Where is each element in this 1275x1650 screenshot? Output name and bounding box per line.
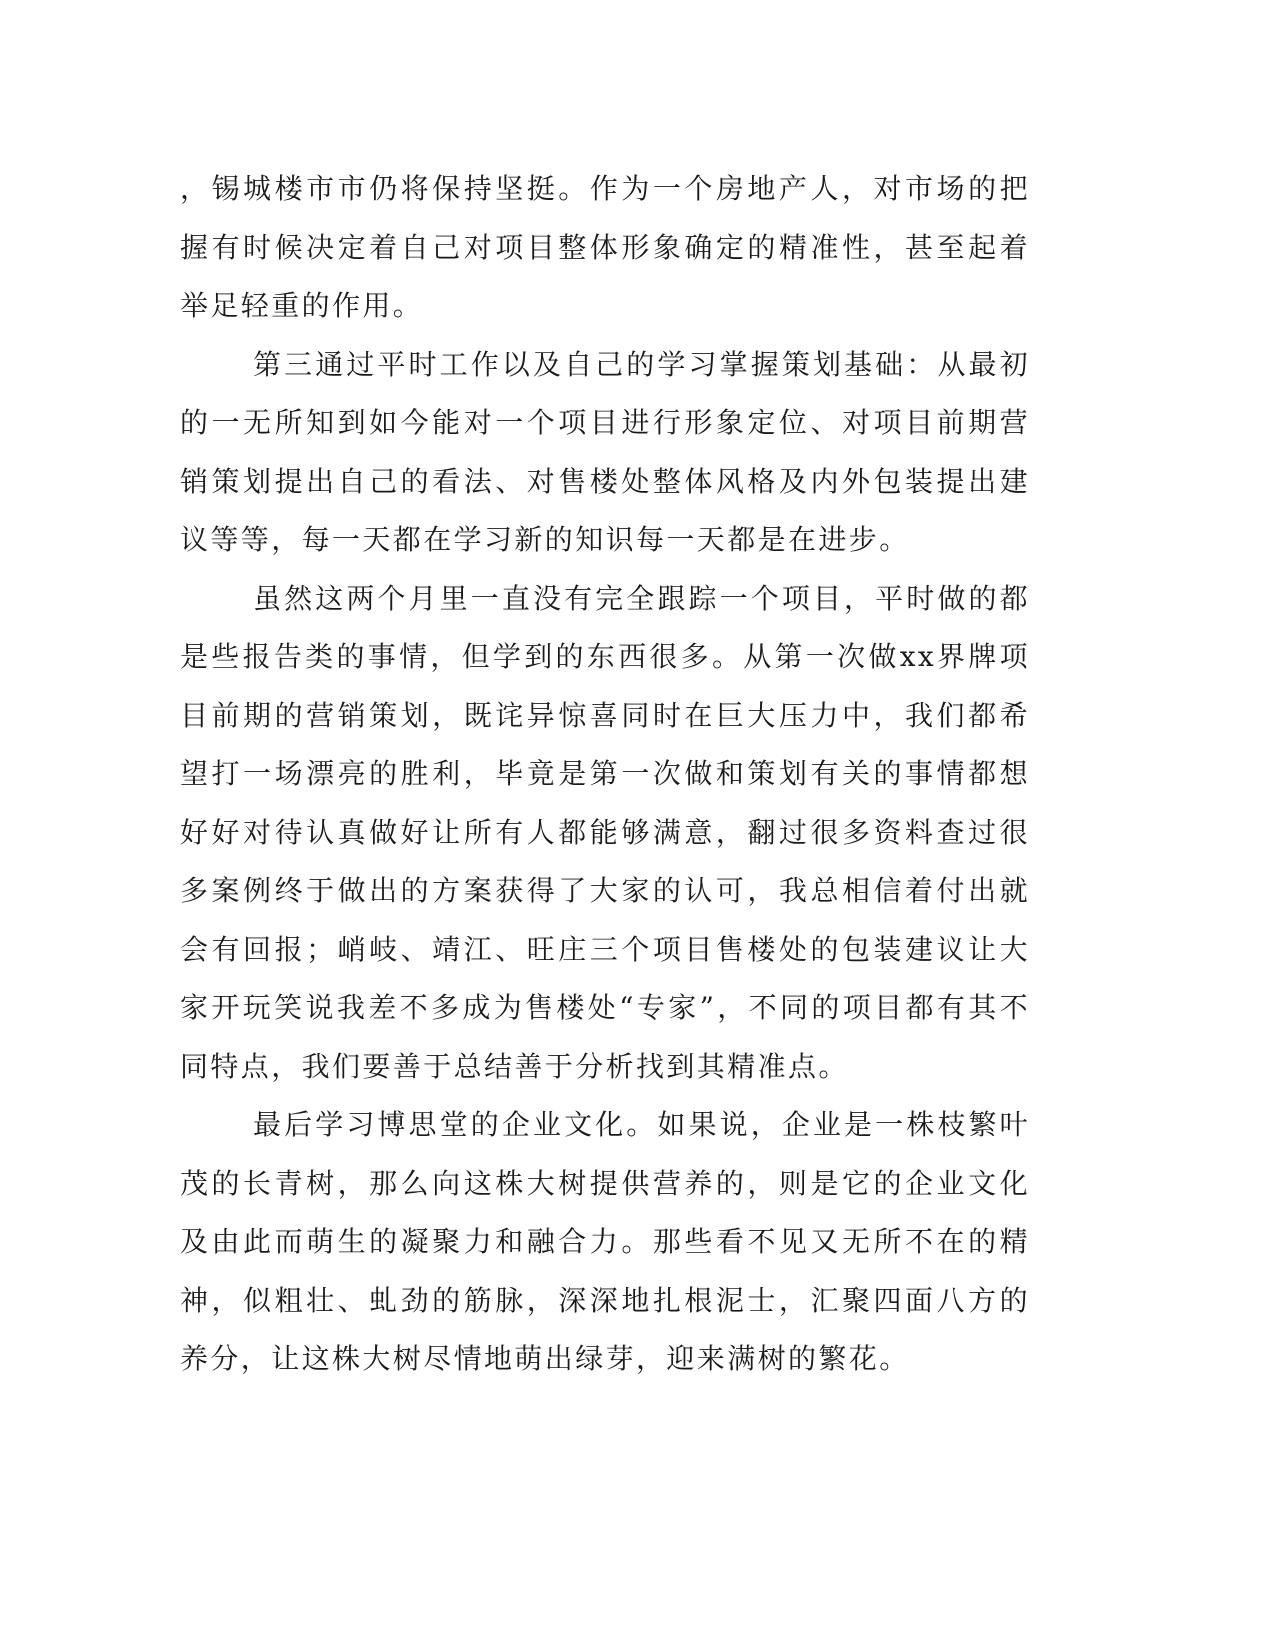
paragraph-planning-basics: 第三通过平时工作以及自己的学习掌握策划基础：从最初的一无所知到如今能对一个项目进行形象定位、对项目前期营销策划提出自己的看法、对售楼处整体风格及内外包装提出建议等等，每一天都在学习新的知识每一天都是在进步。: [180, 347, 1030, 556]
document-body: [180, 160, 1030, 1389]
paragraph-corporate-culture: 最后学习博思堂的企业文化。如果说，企业是一株枝繁叶茂的长青树，那么向这株大树提供营养的，则是它的企业文化及由此而萌生的凝聚力和融合力。那些看不见又无所不在的精神，似粗壮、虬劲的筋脉，深深地扎根泥士，汇聚四面八方的养分，让这株大树尽情地萌出绿芽，迎来满树的繁花。: [180, 1108, 1030, 1375]
paragraph-project-experience: 虽然这两个月里一直没有完全跟踪一个项目，平时做的都是些报告类的事情，但学到的东西很多。从第一次做xx界牌项目前期的营销策划，既诧异惊喜同时在巨大压力中，我们都希望打一场漂亮的胜利，毕竟是第一次做和策划有关的事情都想好好对待认真做好让所有人都能够满意，翻过很多资料查过很多案例终于做出的方案获得了大家的认可，我总相信着付出就会有回报；峭岐、靖江、旺庄三个项目售楼处的包装建议让大家开玩笑说我差不多成为售楼处“专家”，不同的项目都有其不同特点，我们要善于总结善于分析找到其精准点。: [180, 581, 1030, 1083]
paragraph-continuation: ，锡城楼市市仍将保持坚挺。作为一个房地产人，对市场的把握有时候决定着自己对项目整体形象确定的精准性，甚至起着举足轻重的作用。: [180, 172, 1030, 322]
